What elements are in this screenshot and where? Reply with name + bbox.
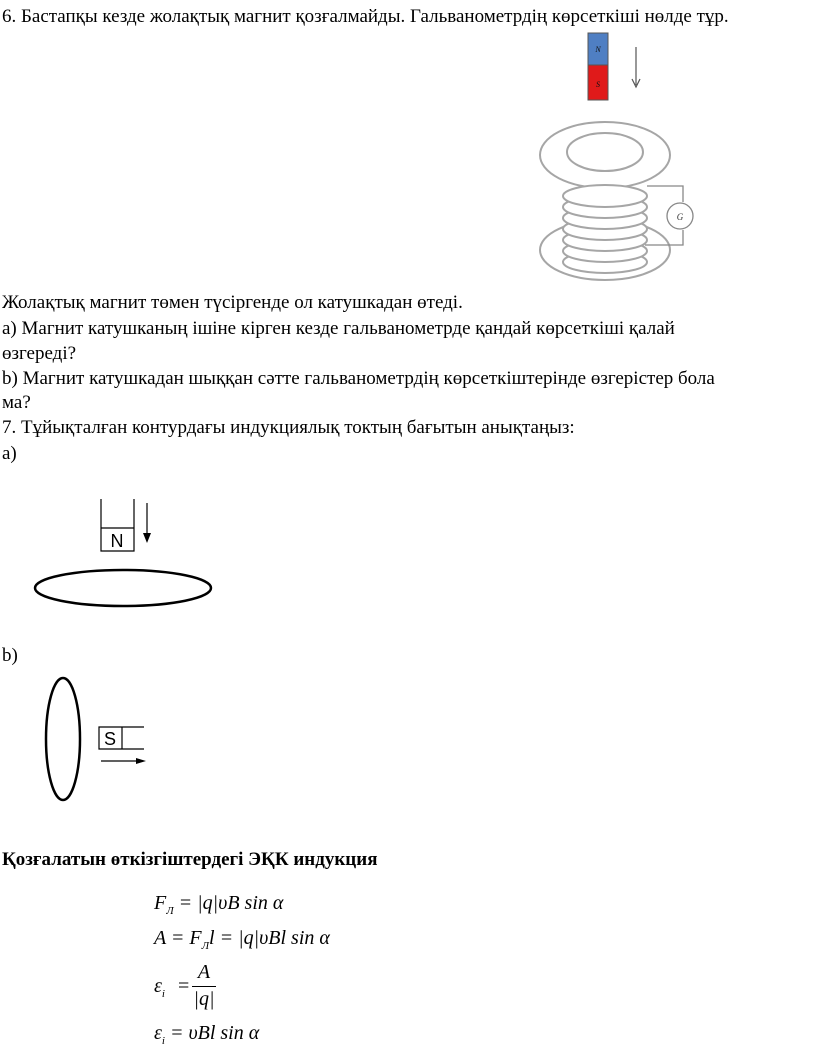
bar-magnet-a-pole: N: [110, 531, 124, 551]
magnet-north-label: N: [595, 45, 601, 54]
task6-statement: 6. Бастапқы кезде жолақтық магнит қозғалмайды. Гальванометрдің көрсеткіші нөлде тұр.: [2, 6, 729, 27]
circuit-wire: [647, 186, 683, 202]
arrow-right-head-icon: [136, 758, 146, 764]
formula-emf-definition-lhs: $\varepsilon_i$ =: [154, 975, 190, 1000]
galvanometer-label: G: [676, 212, 684, 222]
arrow-down-head-icon: [143, 533, 151, 543]
bar-magnet-b-pole: S: [103, 729, 117, 749]
horizontal-loop: [35, 570, 211, 606]
formula-motional-emf: $\varepsilon_i = \upsilon Bl$ sin α: [154, 1022, 260, 1047]
question-b-line1: b) Магнит катушкадан шыққан сәтте гальванометрдің көрсеткіштерінде өзгерістер бола: [2, 368, 715, 389]
figure-a: [30, 495, 220, 615]
formula-lorentz-force: $F_Л = |q|\upsilon B$ sin α: [154, 892, 284, 917]
formula-emf-numerator: A: [197, 961, 211, 983]
magnet-south-label: S: [596, 80, 600, 89]
task7-part-b-label: b): [2, 645, 18, 666]
figure-b: [40, 675, 160, 805]
task7-title: 7. Тұйықталған контурдағы индукциялық токтың бағытын анықтаңыз:: [2, 417, 575, 438]
coil-top-opening: [567, 133, 643, 171]
coil-windings: [563, 185, 647, 273]
coil-figure: [525, 30, 705, 290]
coil-top-flange: [540, 122, 670, 188]
vertical-loop: [46, 678, 80, 800]
question-b-line2: ма?: [2, 392, 31, 413]
formula-work: $A = F_Лl = |q|\upsilon Bl$ sin α: [154, 927, 330, 952]
question-a-line1: a) Магнит катушканың ішіне кірген кезде гальванометрде қандай көрсеткіші қалай: [2, 318, 675, 339]
question-a-line2: өзгереді?: [2, 343, 77, 364]
formula-emf-denominator: |q|: [193, 988, 215, 1010]
task7-part-a-label: a): [2, 443, 17, 464]
task6-magnet-falls: Жолақтық магнит төмен түсіргенде ол катушкадан өтеді.: [2, 292, 463, 313]
section-heading: Қозғалатын өткізгіштердегі ЭҚК индукция: [2, 849, 378, 870]
fraction-bar: [192, 986, 216, 987]
